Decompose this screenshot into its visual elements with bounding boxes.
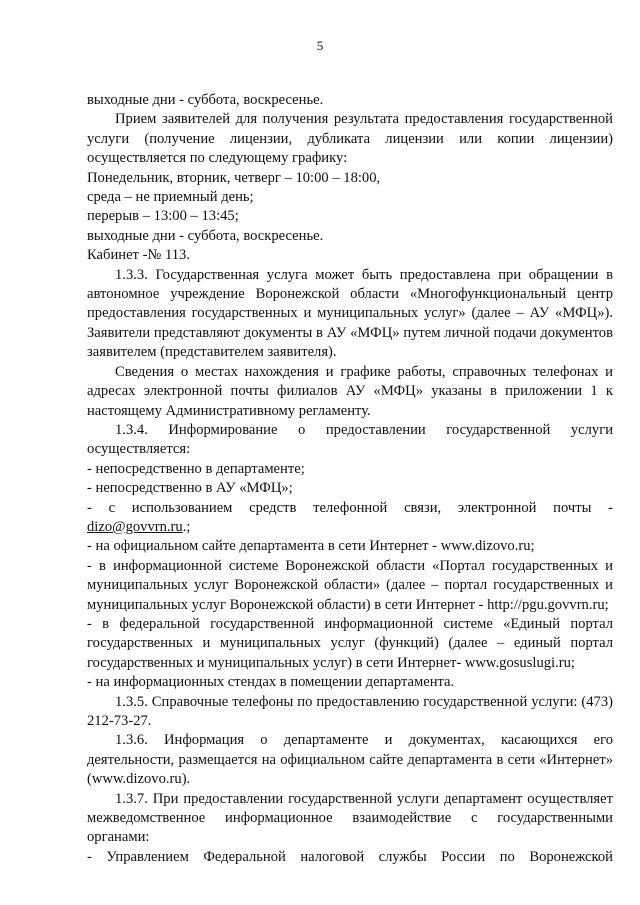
paragraph: 1.3.6. Информация о департаменте и документах, касающихся его деятельности, размещается на официальном сайте департамента в сети «Интернет» (www.dizovo.ru). — [87, 732, 613, 788]
paragraph: 1.3.3. Государственная услуга может быть предоставлена при обращении в автономное учреждение Воронежской области «Многофункциональный центр предоставления государственных и муниципальных услуг» (далее – АУ «МФЦ»). Заявители представляют документы в АУ «МФЦ» путем личной подачи документов заявителем (представителем заявителя). — [87, 266, 613, 361]
paragraph: выходные дни - суббота, воскресенье. — [87, 227, 324, 244]
email-link[interactable]: dizo@govvrn.ru — [87, 518, 183, 535]
paragraph: Сведения о местах нахождения и графике работы, справочных телефонах и адресах электронной почты филиалов АУ «МФЦ» указаны в приложении 1 к настоящему Административному регламенту. — [87, 363, 613, 419]
paragraph: Прием заявителей для получения результата предоставления государственной услуги (получение лицензии, дубликата лицензии или копии лицензии) осуществляется по следующему графику: — [87, 111, 613, 167]
list-item: - на информационных стендах в помещении департамента. — [87, 674, 455, 691]
list-item: - непосредственно в департаменте; — [87, 460, 305, 477]
paragraph: среда – не приемный день; — [87, 189, 254, 206]
paragraph: Кабинет -№ 113. — [87, 247, 190, 264]
page-number: 5 — [316, 38, 324, 53]
list-item: - на официальном сайте департамента в сети Интернет - www.dizovo.ru; — [87, 538, 535, 555]
list-item — [87, 518, 613, 537]
document-body — [87, 91, 613, 867]
paragraph: выходные дни - суббота, воскресенье. — [87, 92, 324, 108]
list-item: - Управлением Федеральной налоговой службы России по Воронежской — [87, 848, 613, 865]
list-item: - с использованием средств телефонной связи, электронной почты - — [87, 499, 613, 516]
paragraph: 1.3.4. Информирование о предоставлении государственной услуги осуществляется: — [87, 421, 613, 458]
list-item: - непосредственно в АУ «МФЦ»; — [87, 480, 293, 497]
paragraph: 1.3.7. При предоставлении государственной услуги департамент осуществляет межведомственное информационное взаимодействие с государственными органами: — [87, 790, 613, 846]
paragraph: Понедельник, вторник, четверг – 10:00 – 18:00, — [87, 169, 381, 186]
paragraph: 1.3.5. Справочные телефоны по предоставлению государственной услуги: (473) 212-73-27. — [87, 693, 613, 729]
email-suffix: .; — [182, 518, 191, 535]
list-item: - в федеральной государственной информационной системе «Единый портал государственных и муниципальных услуг (функций) (далее – единый портал государственных и муниципальных услуг) в сети Интернет- www.gosuslugi.ru; — [87, 615, 613, 671]
paragraph: перерыв – 13:00 – 13:45; — [87, 208, 239, 225]
list-item: - в информационной системе Воронежской области «Портал государственных и муниципальных услуг Воронежской области» (далее – портал государственных и муниципальных услуг Воронежской области) в сети Интернет - http://pgu.govvrn.ru; — [87, 557, 613, 613]
